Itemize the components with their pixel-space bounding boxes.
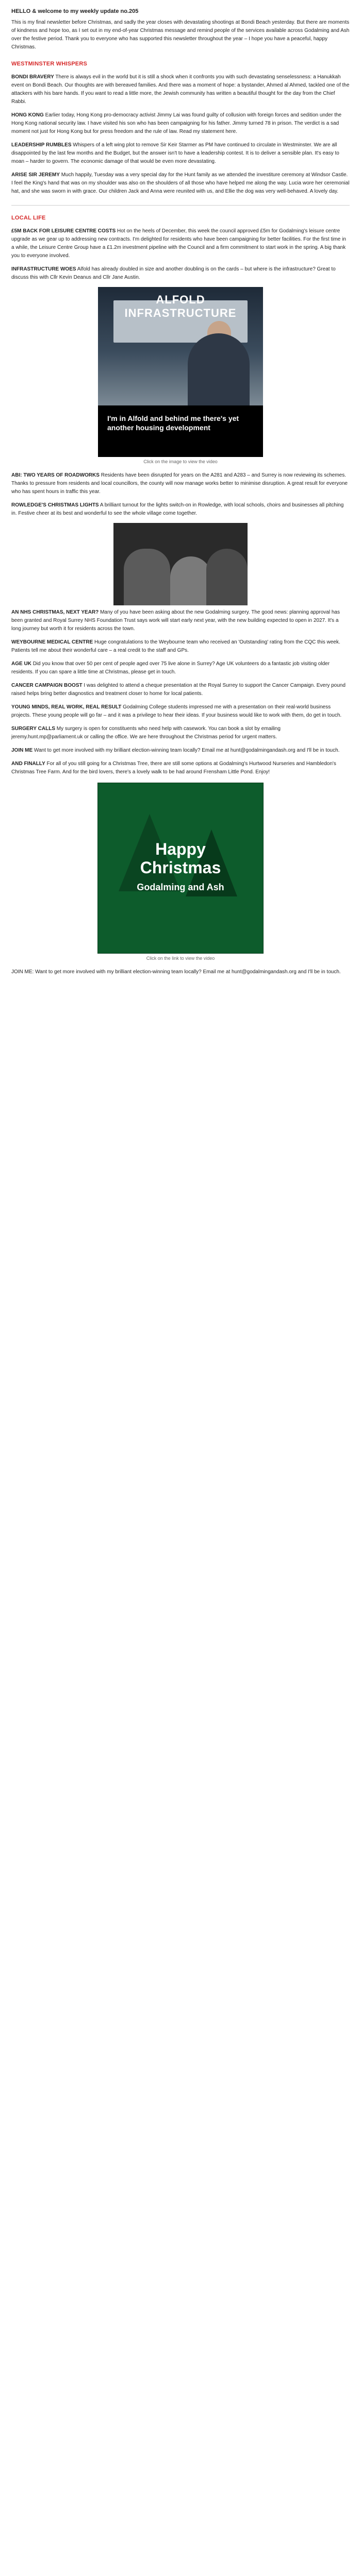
greeting: HELLO & welcome to my weekly update no.205	[11, 8, 139, 14]
local-item3-0-text: Many of you have been asking about the new Godalming surgery. The good news: planning approval has been granted and Royal Surrey NHS Foundation Trust says work will start early next year, with the new building expected to open in 2027. It's a long journey but worth it for residents across the town.	[11, 609, 340, 632]
local-item3-3	[11, 682, 350, 698]
westminster-item-1	[11, 111, 350, 136]
local-item3-7	[11, 760, 350, 776]
sign-text: ALFOLD INFRASTRUCTURE	[124, 293, 237, 319]
local-item3-5-lead: SURGERY CALLS	[11, 726, 56, 732]
person	[188, 333, 250, 405]
local-item-0-text: Hot on the heels of December, this week the council approved £5m for Godalming's leisure centre upgrade as we gear up to addressing new contracts. I'm delighted for residents who have been campaigning for better facilities. For the first time in a while, the Leisure Centre Group have a £1.2m investment pipeline with the Council and a firm commitment to start work in the spring. A big thank you to everyone involved.	[11, 228, 346, 259]
westminster-item-1-text: Earlier today, Hong Kong pro-democracy activist Jimmy Lai was found guilty of collusion with foreign forces and sedition under the Hong Kong national security law. I have visited his son who has been campaigning for his father. Jimmy turned 78 in prison. The verdict is a sad moment not just for Hong Kong but for press freedom and the rule of law. Read my statement here.	[11, 112, 342, 134]
section-title-westminster: WESTMINSTER WHISPERS	[11, 61, 88, 67]
local-item3-0	[11, 608, 350, 633]
westminster-item-3	[11, 171, 350, 196]
event-photo	[113, 523, 248, 605]
christmas-line-2: Christmas	[140, 858, 221, 877]
westminster-item-0-text: There is always evil in the world but it is still a shock when it confronts you with such devastating senselessness: a Hanukkah event on Bondi Beach. Our thoughts are with bereaved families. And there was a moment of hope: a bystander, Ahmed al Ahmed, tackled one of the attackers with his bare hands. If you want to read a little more, the Jewish community has written a beautiful thought for the day from the Chief Rabbi.	[11, 74, 350, 105]
crowd-shape-1	[124, 549, 170, 605]
westminster-item-3-lead: ARISE SIR JEREMY	[11, 172, 60, 178]
local-item-1-lead: INFRASTRUCTURE WOES	[11, 266, 76, 272]
local-item3-4-lead: YOUNG MINDS, REAL WORK, REAL RESULT	[11, 704, 122, 710]
hero-top	[98, 287, 263, 405]
local-item3-6	[11, 747, 350, 755]
local-item3-1	[11, 638, 350, 655]
local-item2-1-text: A brilliant turnout for the lights switch-on in Rowledge, with local schools, choirs and businesses all pitching in. Festive cheer at its best and wonderful to see the whole village come together.	[11, 502, 344, 516]
local-item-1-text: Alfold has already doubled in size and another doubling is on the cards – but where is the infrastructure? Great to discuss this with Cllr Kevin Deanus and Cllr Jane Austin.	[11, 266, 336, 280]
local-item3-7-lead: AND FINALLY	[11, 761, 45, 767]
local-item3-6-text: Want to get more involved with my brilliant election-winning team locally? Email me at hunt@godalmingandash.org and I'll be in touch.	[34, 748, 340, 753]
local-item2-0	[11, 471, 350, 496]
crowd-shape-2	[170, 556, 211, 605]
westminster-item-3-text: Much happily, Tuesday was a very special day for the Hunt family as we attended the investiture ceremony at Windsor Castle. I feel the King's hand that was on my shoulder was also on the shoulders of all those who have helped me along the way. Lucia wore her ceremonial hat, and she was sworn in with grace. Our children Jack and Anna were reunited with us, and Ellie the dog was very well-behaved. A lovely day.	[11, 172, 350, 194]
local-item3-5	[11, 725, 350, 741]
christmas-video-thumbnail[interactable]	[97, 783, 264, 954]
section-title-local: LOCAL LIFE	[11, 215, 46, 221]
local-item3-2	[11, 660, 350, 676]
local-item2-1	[11, 501, 350, 518]
local-item2-0-text: Residents have been disrupted for years on the A281 and A283 – and Surrey is now reviewing its schemes. Thanks to pressure from residents and local councillors, the county will now manage works better to minimise disruption. A great result for everyone who has spent hours in traffic this year.	[11, 472, 348, 495]
westminster-item-0	[11, 73, 350, 106]
local-item3-4-text: Godalming College students impressed me with a presentation on their real-world business projects. These young people will go far – and it was a privilege to hear their ideas. If your business would like to work with them, do get in touch.	[11, 704, 342, 718]
local-item3-1-lead: WEYBOURNE MEDICAL CENTRE	[11, 639, 93, 645]
westminster-item-1-lead: HONG KONG	[11, 112, 44, 118]
local-item3-3-lead: CANCER CAMPAIGN BOOST	[11, 683, 83, 688]
intro-paragraph: This is my final newsletter before Christmas, and sadly the year closes with devastating shootings at Bondi Beach yesterday. But there are moments of kindness and hope too, as I set out in my end-of-year Christmas message and remind people of the services available across Godalming and Ash over the festive period. Thank you to everyone who has supported this newsletter throughout the year – I hope you have a peaceful, happy Christmas.	[11, 20, 350, 50]
local-item3-7-text: For all of you still going for a Christmas Tree, there are still some options at Godalming's Hurtwood Nurseries and Hambledon's Christmas Tree Farm. And for the bird lovers, there's a lovely walk to be had around Frensham Little Pond. Enjoy!	[11, 761, 336, 775]
local-item3-2-text: Did you know that over 50 per cent of people aged over 75 live alone in Surrey? Age UK volunteers do a fantastic job visiting older residents. If you can spare a little time at Christmas, please get in touch.	[11, 661, 330, 675]
local-item3-5-text: My surgery is open for constituents who need help with casework. You can book a slot by emailing jeremy.hunt.mp@parliament.uk or calling the office. We are here throughout the Christmas period for urgent matters.	[11, 726, 281, 740]
divider	[11, 205, 350, 206]
local-item3-4	[11, 703, 350, 720]
local-item2-0-lead: ABI: TWO YEARS OF ROADWORKS	[11, 472, 100, 478]
christmas-line-3: Godalming and Ash	[137, 882, 224, 892]
spacer	[11, 981, 350, 982]
local-item2-1-lead: ROWLEDGE'S CHRISTMAS LIGHTS	[11, 502, 99, 508]
local-item3-2-lead: AGE UK	[11, 661, 31, 667]
local-item3-0-lead: AN NHS CHRISTMAS, NEXT YEAR?	[11, 609, 99, 615]
christmas-caption-below: Click on the link to view the video	[146, 956, 215, 961]
local-item-0-lead: £5M BACK FOR LEISURE CENTRE COSTS	[11, 228, 116, 234]
closing-paragraph: JOIN ME: Want to get more involved with my brilliant election-winning team locally? Email me at hunt@godalmingandash.org and I'll be in touch.	[11, 969, 341, 975]
video-caption: I'm in Alfold and behind me there's yet another housing development	[98, 405, 263, 457]
video-thumbnail[interactable]	[98, 287, 263, 457]
westminster-item-2-lead: LEADERSHIP RUMBLES	[11, 142, 72, 148]
local-item-1	[11, 265, 350, 282]
westminster-item-2	[11, 141, 350, 166]
christmas-text	[98, 840, 263, 893]
local-item3-6-lead: JOIN ME	[11, 748, 33, 753]
christmas-line-1: Happy	[155, 840, 206, 858]
local-item3-1-text: Huge congratulations to the Weybourne team who received an 'Outstanding' rating from the CQC this week. Patients tell me about their wonderful care – a real credit to the staff and GPs.	[11, 639, 340, 653]
crowd-shape-3	[206, 549, 248, 605]
westminster-item-0-lead: BONDI BRAVERY	[11, 74, 54, 80]
westminster-item-2-text: Whispers of a left wing plot to remove Sir Keir Starmer as PM have continued to circulate in Westminster. We are all disappointed by the last few months and the Budget, but the answer isn't to have a leadership contest. It is to deliver a sensible plan. It's easy to moan – harder to govern. The economic damage of that would be even more devastating.	[11, 142, 339, 164]
video-caption-below: Click on the image to view the video	[143, 459, 218, 464]
local-item-0	[11, 227, 350, 260]
local-item3-3-text: I was delighted to attend a cheque presentation at the Royal Surrey to support the Cancer Campaign. Every pound raised helps bring better diagnostics and treatment closer to home for local patients.	[11, 683, 346, 697]
